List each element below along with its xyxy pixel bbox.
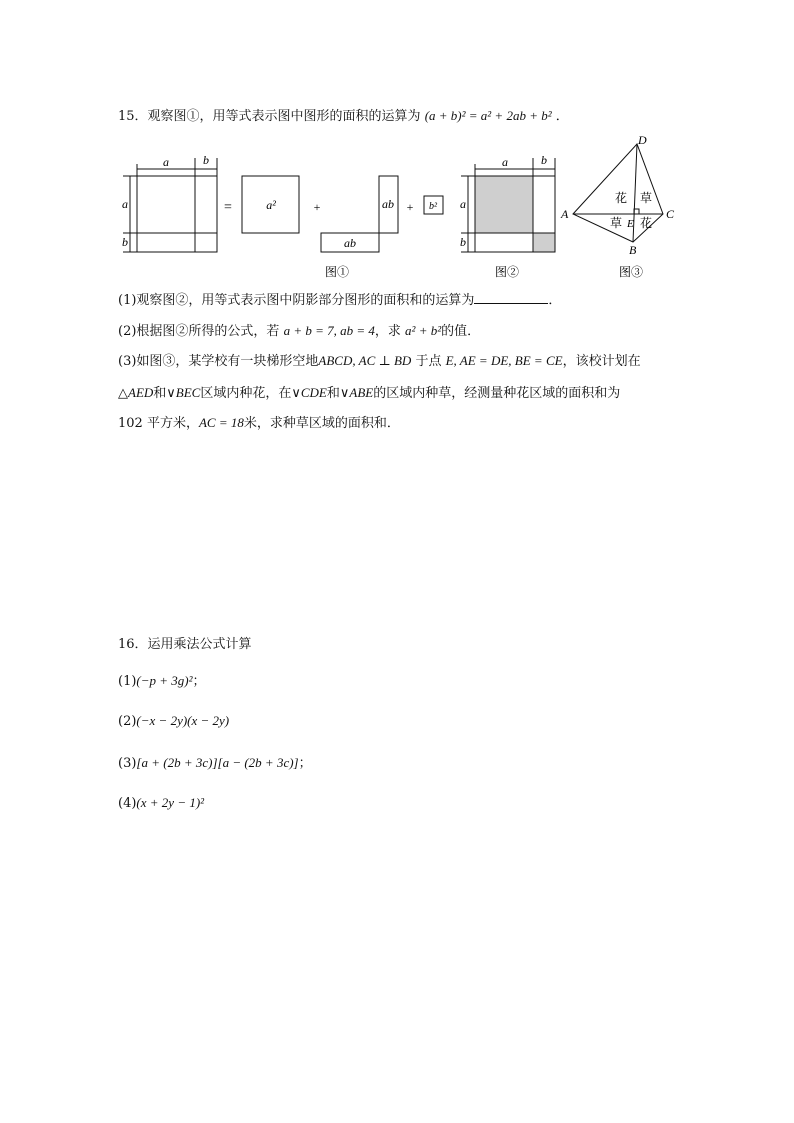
figure-2	[461, 158, 555, 252]
plus-sign-1: +	[313, 200, 321, 214]
answer-blank	[474, 291, 548, 304]
equals-sign: =	[224, 200, 232, 215]
fig2-caption: 图②	[494, 265, 520, 279]
point-A: A	[561, 207, 569, 221]
fig2-label-a: a	[502, 155, 508, 169]
q15-part2: (2)根据图②所得的公式，若 a + b = 7, ab = 4，求 a² + b²的值．	[118, 323, 481, 339]
q15-part1: (1)观察图②，用等式表示图中阴影部分图形的面积和的运算为 ．	[118, 293, 562, 308]
q16-stem: 16．运用乘法公式计算	[118, 637, 252, 652]
q16-item-2: (2)(−x − 2y)(x − 2y)	[118, 713, 230, 729]
region-hua-top: 花	[615, 191, 628, 205]
region-cao-left: 草	[610, 216, 623, 230]
q16-item-3: (3)[a + (2b + 3c)][a − (2b + 3c)]；	[118, 755, 312, 771]
label-ab-vertical: ab	[382, 197, 394, 211]
label-a2: a²	[266, 198, 276, 212]
q16-item-4: (4)(x + 2y − 1)²	[118, 795, 205, 811]
region-cao-right: 草	[640, 191, 653, 205]
q15-stem-formula: (a + b)² = a² + 2ab + b²	[424, 108, 552, 123]
q15-part3-line2: △AED和∨BEC区域内种花，在∨CDE和∨ABE的区域内种草，经测量种花区域的面积和为	[118, 385, 621, 401]
fig1-caption: 图①	[324, 265, 350, 279]
region-hua-bottom: 花	[640, 216, 653, 230]
fig1-label-a-left: a	[122, 197, 128, 211]
plus-sign-2: +	[406, 200, 414, 214]
figure-1	[123, 158, 217, 252]
q15-part2-formula: a + b = 7, ab = 4	[283, 323, 375, 338]
q15-stem: 15．观察图①，用等式表示图中图形的面积的运算为 (a + b)² = a² + 2ab + b² ．	[118, 108, 569, 124]
fig1-label-b-left: b	[122, 235, 128, 249]
fig2-label-b-left: b	[460, 235, 466, 249]
q16-item-1: (1)(−p + 3g)²；	[118, 673, 206, 689]
q15-part3-line1: (3)如图③，某学校有一块梯形空地ABCD, AC ⊥ BD 于点 E, AE = DE, BE = CE，该校计划在	[118, 353, 641, 369]
point-E: E	[627, 218, 634, 230]
fig1-label-a: a	[163, 155, 169, 169]
point-D: D	[638, 136, 647, 147]
q15-part3-line3: 102 平方米，AC = 18米，求种草区域的面积和．	[118, 415, 400, 431]
q15-part2-formula2: a² + b²	[405, 323, 442, 338]
q15-figures	[115, 136, 685, 286]
label-b2: b²	[429, 201, 437, 212]
fig2-label-a-left: a	[460, 197, 466, 211]
fig1-label-b: b	[203, 153, 209, 167]
point-B: B	[629, 243, 637, 257]
point-C: C	[666, 207, 675, 221]
fig3-caption: 图③	[618, 265, 644, 279]
label-ab-horizontal: ab	[344, 236, 356, 250]
fig2-label-b: b	[541, 153, 547, 167]
